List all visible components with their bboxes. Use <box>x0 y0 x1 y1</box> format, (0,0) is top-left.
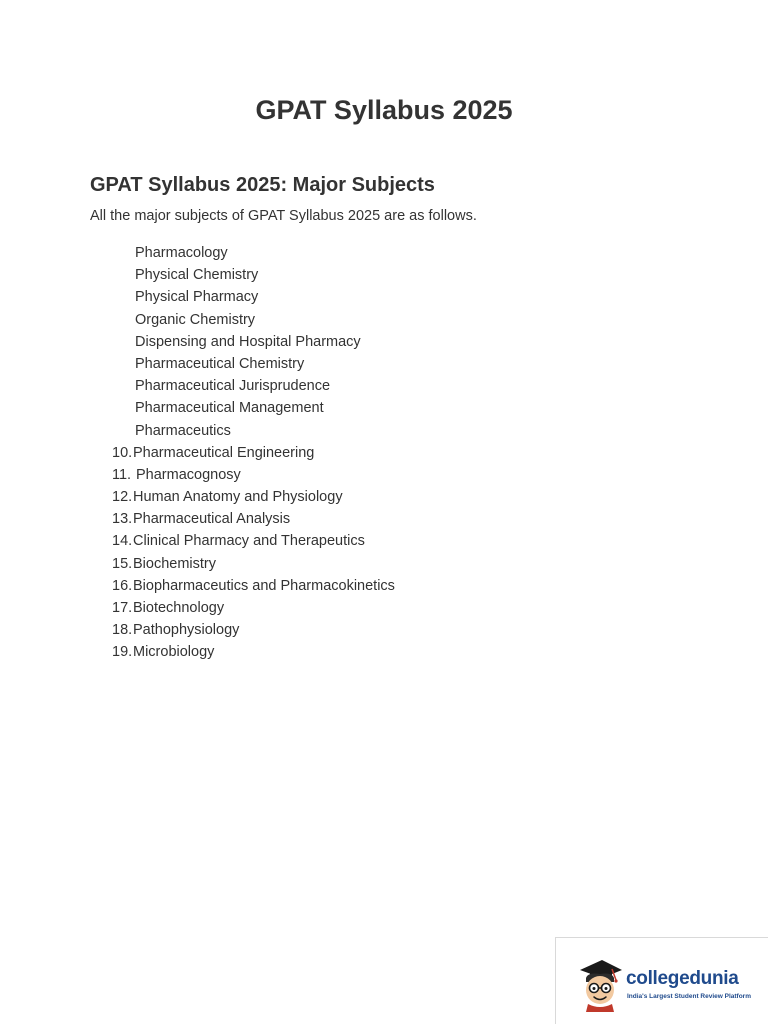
list-item-label: Clinical Pharmacy and Therapeutics <box>133 533 365 550</box>
section-heading: GPAT Syllabus 2025: Major Subjects <box>90 174 435 196</box>
logo-tagline: India's Largest Student Review Platform <box>627 993 751 1000</box>
list-item-label: Physical Chemistry <box>135 267 259 284</box>
list-item-label: Pharmaceutical Analysis <box>133 511 291 528</box>
mascot-icon <box>576 958 624 1012</box>
list-item-label: Pharmaceutical Jurisprudence <box>135 378 331 395</box>
list-item-label: Physical Pharmacy <box>135 289 259 306</box>
list-item-number: 16. <box>112 577 133 594</box>
collegedunia-logo[interactable] <box>555 937 768 1024</box>
intro-paragraph: All the major subjects of GPAT Syllabus 2025 are as follows. <box>90 208 477 224</box>
list-item-label: Organic Chemistry <box>135 311 256 328</box>
list-item-number: 12. <box>112 489 133 506</box>
list-item-label: Human Anatomy and Physiology <box>133 489 343 506</box>
list-item-number: 14. <box>112 533 133 550</box>
page-title: GPAT Syllabus 2025 <box>255 95 513 125</box>
list-item-number: 15. <box>112 555 133 572</box>
list-item-label: Pathophysiology <box>133 622 240 639</box>
list-item-number: 19. <box>112 644 133 661</box>
list-item-label: Pharmacology <box>135 245 228 261</box>
list-item-label: Pharmaceutics <box>135 422 231 439</box>
list-item-label: Pharmaceutical Engineering <box>133 444 315 461</box>
list-item-label: Pharmacognosy <box>136 466 241 483</box>
list-item-number: 18. <box>112 622 133 639</box>
list-item-number: 17. <box>112 600 133 616</box>
list-item-number: 13. <box>112 511 133 528</box>
list-item-label: Dispensing and Hospital Pharmacy <box>135 333 361 350</box>
list-item-label: Microbiology <box>133 644 215 661</box>
list-item-number: 11. <box>112 466 132 483</box>
list-item-label: Biotechnology <box>133 600 225 616</box>
logo-wordmark: collegedunia <box>626 968 739 989</box>
list-item-label: Pharmaceutical Management <box>135 400 324 417</box>
list-item-label: Biopharmaceutics and Pharmacokinetics <box>133 577 395 594</box>
list-item-label: Biochemistry <box>133 555 216 572</box>
list-item-label: Pharmaceutical Chemistry <box>135 355 305 372</box>
list-item-number: 10. <box>112 444 133 461</box>
